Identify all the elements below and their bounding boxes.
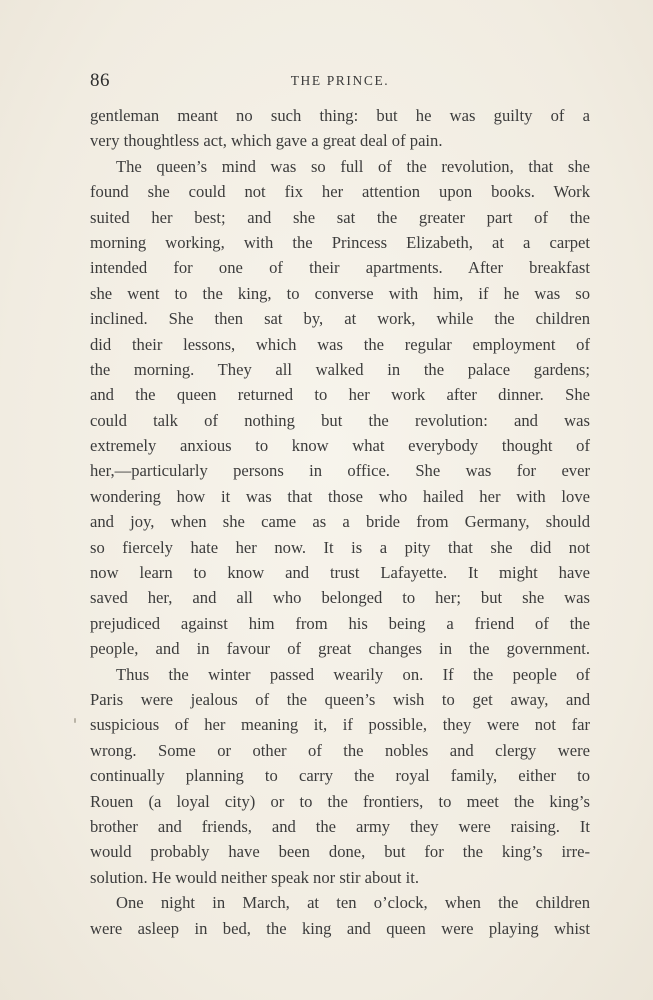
text-line: were asleep in bed, the king and queen were playing whist [90, 918, 590, 938]
text-line: wrong. Some or other of the nobles and clergy were [90, 740, 590, 760]
text-line: brother and friends, and the army they were raising. It [90, 816, 590, 836]
text-line: very thoughtless act, which gave a great deal of pain. [90, 131, 443, 151]
text-line: the morning. They all walked in the palace gardens; [90, 359, 590, 379]
text-line: solution. He would neither speak nor stir about it. [90, 867, 420, 887]
text-line: suited her best; and she sat the greater part of the [90, 207, 590, 227]
text-line: would probably have been done, but for the king’s irre- [90, 842, 590, 862]
text-line: suspicious of her meaning it, if possible, they were not far [90, 715, 590, 735]
text-line: and the queen returned to her work after dinner. She [90, 385, 590, 405]
running-title: THE PRINCE. [290, 73, 390, 88]
text-line: inclined. She then sat by, at work, while the children [90, 309, 590, 329]
text-line: wondering how it was that those who hailed her with love [90, 486, 590, 506]
page-number: 86 [90, 70, 110, 91]
text-line: people, and in favour of great changes in the government. [90, 639, 590, 659]
text-line: could talk of nothing but the revolution: and was [90, 410, 590, 430]
text-line: Paris were jealous of the queen’s wish to get away, and [90, 689, 590, 709]
text-line: did their lessons, which was the regular employment of [90, 334, 590, 354]
text-line: now learn to know and trust Lafayette. It might have [90, 563, 590, 583]
text-line: intended for one of their apartments. After breakfast [90, 258, 590, 278]
text-line: extremely anxious to know what everybody thought of [90, 436, 590, 456]
text-line: and joy, when she came as a bride from Germany, should [90, 512, 590, 532]
text-line: Rouen (a loyal city) or to the frontiers, to meet the king’s [90, 791, 590, 811]
text-line: gentleman meant no such thing: but he was guilty of a [90, 106, 590, 125]
margin-speck [74, 718, 76, 723]
text-line: prejudiced against him from his being a friend of the [90, 613, 590, 633]
text-line: morning working, with the Princess Elizabeth, at a carpet [90, 232, 590, 252]
text-line: The queen’s mind was so full of the revolution, that she [116, 156, 590, 176]
text-line: continually planning to carry the royal family, either to [90, 766, 590, 786]
text-line: saved her, and all who belonged to her; but she was [90, 588, 590, 608]
text-line: One night in March, at ten o’clock, when the children [116, 893, 590, 913]
page-header [90, 70, 590, 94]
text-line: she went to the king, to converse with him, if he was so [90, 283, 590, 303]
text-line: Thus the winter passed wearily on. If the people of [116, 664, 590, 684]
body-text [90, 103, 590, 941]
text-line: so fiercely hate her now. It is a pity that she did not [90, 537, 590, 557]
text-line: found she could not fix her attention upon books. Work [90, 182, 590, 202]
text-line: her,—particularly persons in office. She was for ever [90, 461, 590, 481]
